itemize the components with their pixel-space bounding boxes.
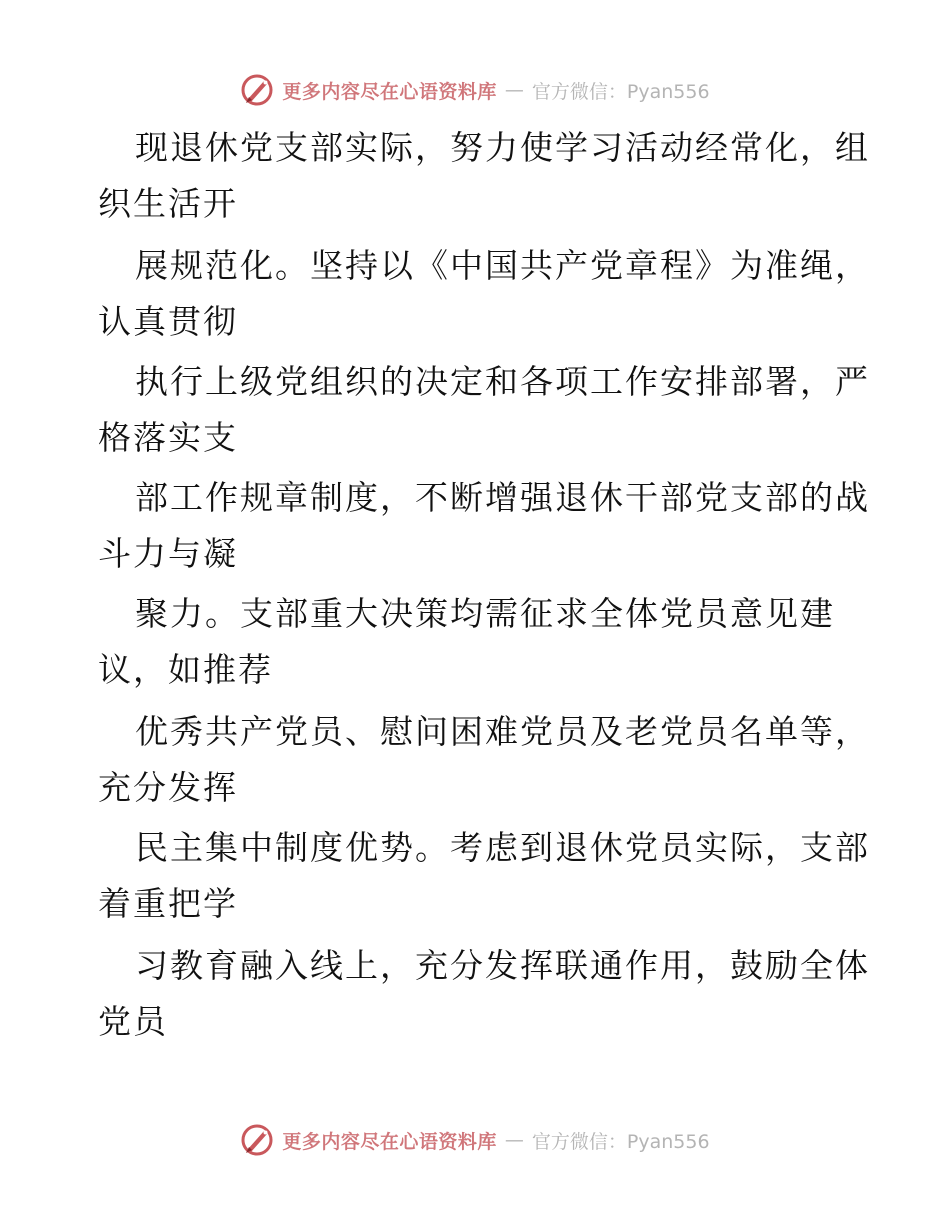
text-line: 民主集中制度优势。考虑到退休党员实际，支部	[135, 828, 870, 867]
text-line: 着重把学	[98, 884, 238, 923]
text-line: 聚力。支部重大决策均需征求全体党员意见建	[135, 594, 835, 633]
text-line: 习教育融入线上，充分发挥联通作用，鼓励全体	[135, 946, 870, 985]
text-line: 执行上级党组织的决定和各项工作安排部署，严	[135, 362, 870, 401]
watermark-brand-text: 更多内容尽在心语资料库	[282, 1130, 497, 1153]
header-watermark	[0, 70, 950, 110]
text-line: 展规范化。坚持以《中国共产党章程》为准绳，	[135, 246, 870, 285]
text-line: 现退休党支部实际，努力使学习活动经常化，组	[135, 128, 870, 167]
text-line: 斗力与凝	[98, 534, 238, 573]
text-line: 党员	[98, 1002, 168, 1041]
text-line: 认真贯彻	[98, 302, 238, 341]
text-line: 格落实支	[98, 418, 238, 457]
watermark-dash: —	[504, 1129, 524, 1151]
watermark-dash: —	[504, 79, 524, 101]
watermark-contact-text: 官方微信：Pyan556	[531, 80, 710, 103]
text-line: 议，如推荐	[98, 650, 273, 689]
watermark-contact-text: 官方微信：Pyan556	[531, 1130, 710, 1153]
text-line: 充分发挥	[98, 768, 238, 807]
pen-logo-icon	[240, 73, 274, 107]
text-line: 部工作规章制度，不断增强退休干部党支部的战	[135, 478, 870, 517]
text-line: 织生活开	[98, 184, 238, 223]
footer-watermark	[0, 1120, 950, 1160]
text-line: 优秀共产党员、慰问困难党员及老党员名单等，	[135, 712, 870, 751]
watermark-brand-text: 更多内容尽在心语资料库	[282, 80, 497, 103]
pen-logo-icon	[240, 1123, 274, 1157]
